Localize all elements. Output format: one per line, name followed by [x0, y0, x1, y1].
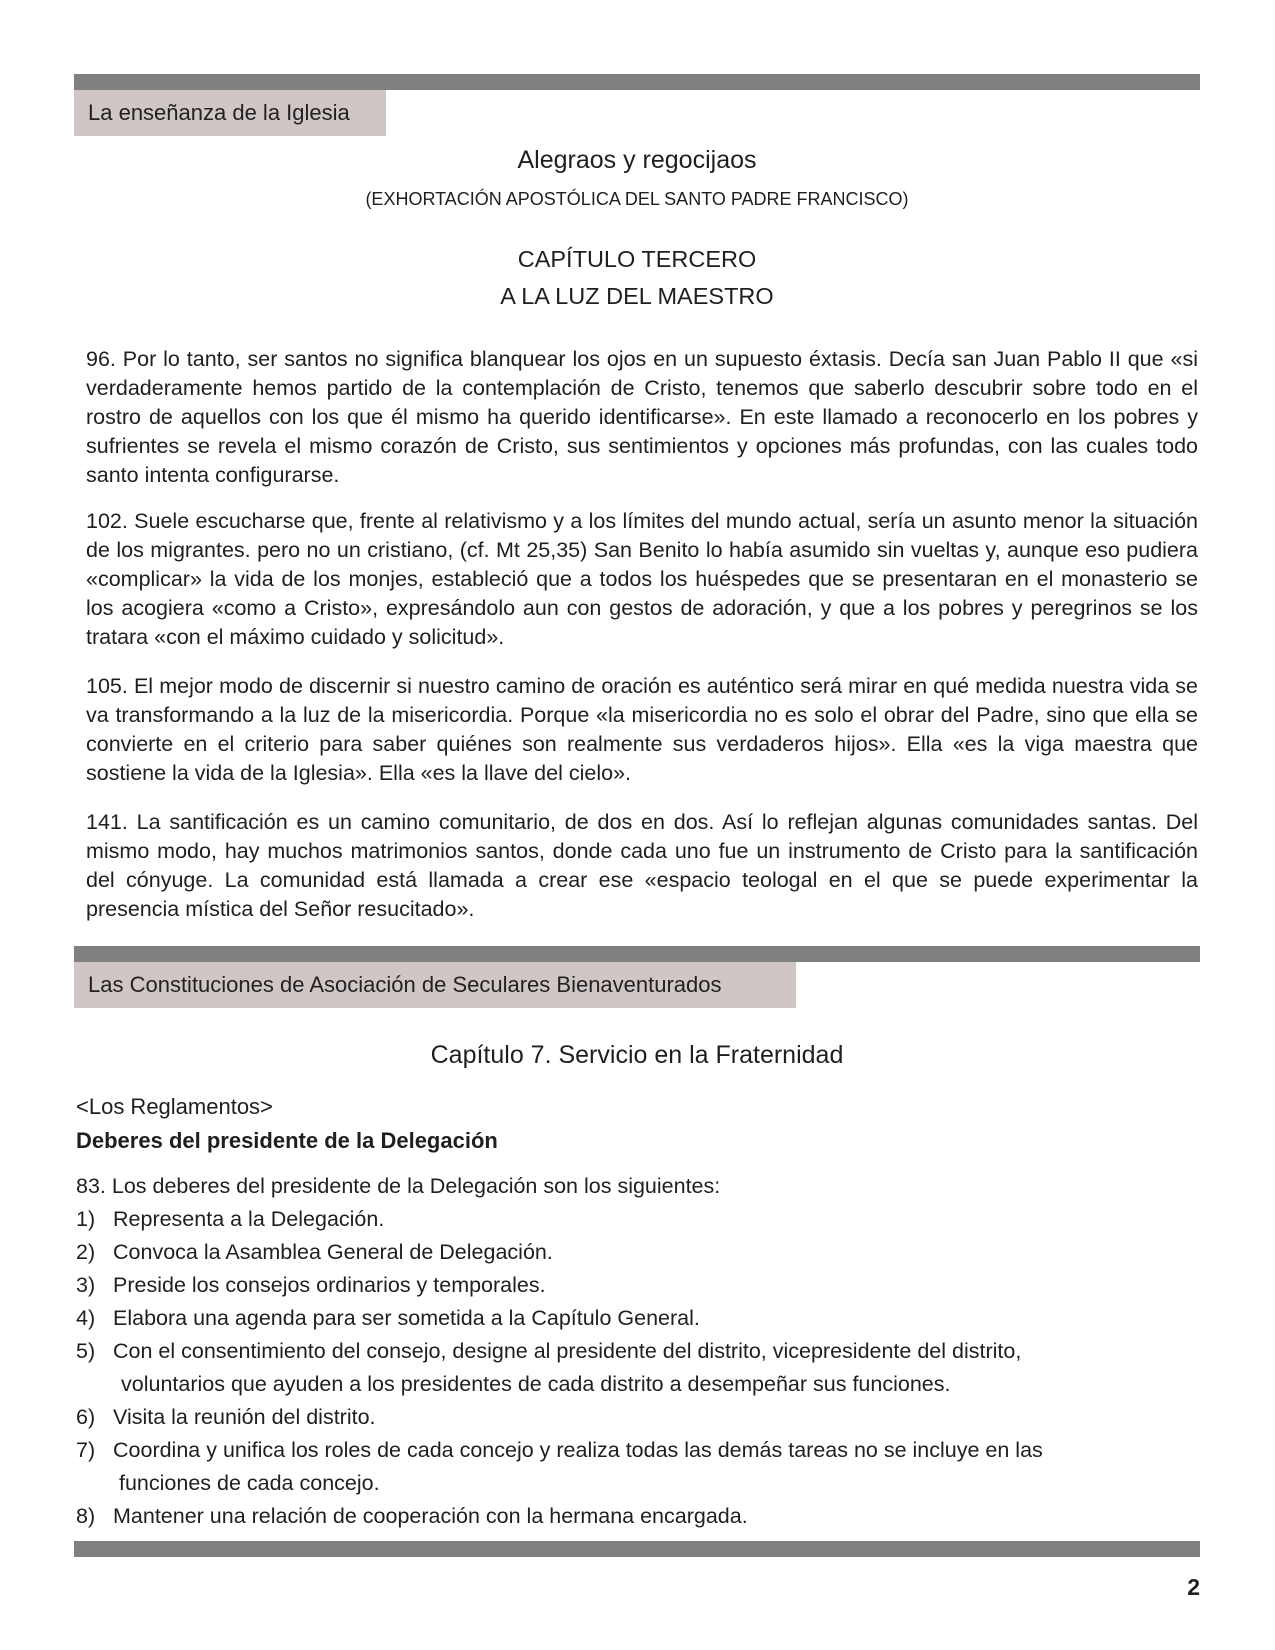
list-item-continuation: funciones de cada concejo. — [119, 1471, 380, 1495]
section-tab-church-teaching: La enseñanza de la Iglesia — [74, 90, 386, 136]
list-item: 7) Coordina y unifica los roles de cada concejo y realiza todas las demás tareas no se incluye en las — [76, 1438, 1043, 1462]
paragraph-102: 102. Suele escucharse que, frente al relativismo y a los límites del mundo actual, sería un asunto menor la situación de los migrantes. pero no un cristiano, (cf. Mt 25,35) San Benito lo había asumido sin vueltas y, aunque eso pudiera «complicar» la vida de los monjes, estableció que a todos los huéspedes que se presentaran en el monasterio se los acogiera «como a Cristo», expresándolo aun con gestos de adoración, y que a los pobres y peregrinos se los tratara «con el máximo cuidado y solicitud». — [86, 509, 1198, 649]
paragraph-96: 96. Por lo tanto, ser santos no significa blanquear los ojos en un supuesto éxtasis. Decía san Juan Pablo II que «si verdaderamente hemos partido de la contemplación de Cristo, tenemos que saberlo descubrir sobre todo en el rostro de aquellos con los que él mismo ha querido identificarse». En este llamado a reconocerlo en los pobres y sufrientes se revela el mismo corazón de Cristo, sus sentimientos y opciones más profundas, con las cuales todo santo intenta configurarse. — [86, 347, 1198, 487]
duties-heading: Deberes del presidente de la Delegación — [76, 1128, 498, 1153]
section-tab-constitutions: Las Constituciones de Asociación de Seculares Bienaventurados — [74, 962, 796, 1008]
chapter-7-title: Capítulo 7. Servicio en la Fraternidad — [430, 1041, 844, 1069]
document-subtitle: (EXHORTACIÓN APOSTÓLICA DEL SANTO PADRE FRANCISCO) — [365, 189, 909, 209]
duties-intro: 83. Los deberes del presidente de la Delegación son los siguientes: — [76, 1174, 721, 1198]
regulations-label: <Los Reglamentos> — [76, 1094, 273, 1119]
list-item: 8) Mantener una relación de cooperación con la hermana encargada. — [76, 1504, 748, 1528]
page-number: 2 — [1187, 1574, 1200, 1600]
list-item: 1) Representa a la Delegación. — [76, 1207, 385, 1231]
paragraph-105: 105. El mejor modo de discernir si nuestro camino de oración es auténtico será mirar en qué medida nuestra vida se va transformando a la luz de la misericordia. Porque «la misericordia no es solo el obrar del Padre, sino que ella se convierte en el criterio para saber quiénes son realmente sus verdaderos hijos». Ella «es la viga maestra que sostiene la vida de la Iglesia». Ella «es la llave del cielo». — [86, 674, 1198, 785]
list-item: 6) Visita la reunión del distrito. — [76, 1405, 376, 1429]
list-item: 4) Elabora una agenda para ser sometida a la Capítulo General. — [76, 1306, 700, 1330]
bottom-divider-bar — [74, 1541, 1200, 1557]
list-item: 5) Con el consentimiento del consejo, designe al presidente del distrito, vicepresidente del distrito, — [76, 1339, 1022, 1363]
list-item-continuation: voluntarios que ayuden a los presidentes de cada distrito a desempeñar sus funciones. — [121, 1372, 951, 1396]
top-divider-bar — [74, 74, 1200, 90]
chapter-heading-line2: A LA LUZ DEL MAESTRO — [500, 283, 774, 309]
document-title: Alegraos y regocijaos — [517, 146, 757, 174]
list-item: 3) Preside los consejos ordinarios y temporales. — [76, 1273, 546, 1297]
paragraph-141: 141. La santificación es un camino comunitario, de dos en dos. Así lo reflejan algunas comunidades santas. Del mismo modo, hay muchos matrimonios santos, donde cada uno fue un instrumento de Cristo para la santificación del cónyuge. La comunidad está llamada a crear ese «espacio teologal en el que se puede experimentar la presencia mística del Señor resucitado». — [86, 810, 1198, 921]
list-item: 2) Convoca la Asamblea General de Delegación. — [76, 1240, 553, 1264]
chapter-heading-line1: CAPÍTULO TERCERO — [517, 246, 757, 272]
middle-divider-bar — [74, 946, 1200, 962]
